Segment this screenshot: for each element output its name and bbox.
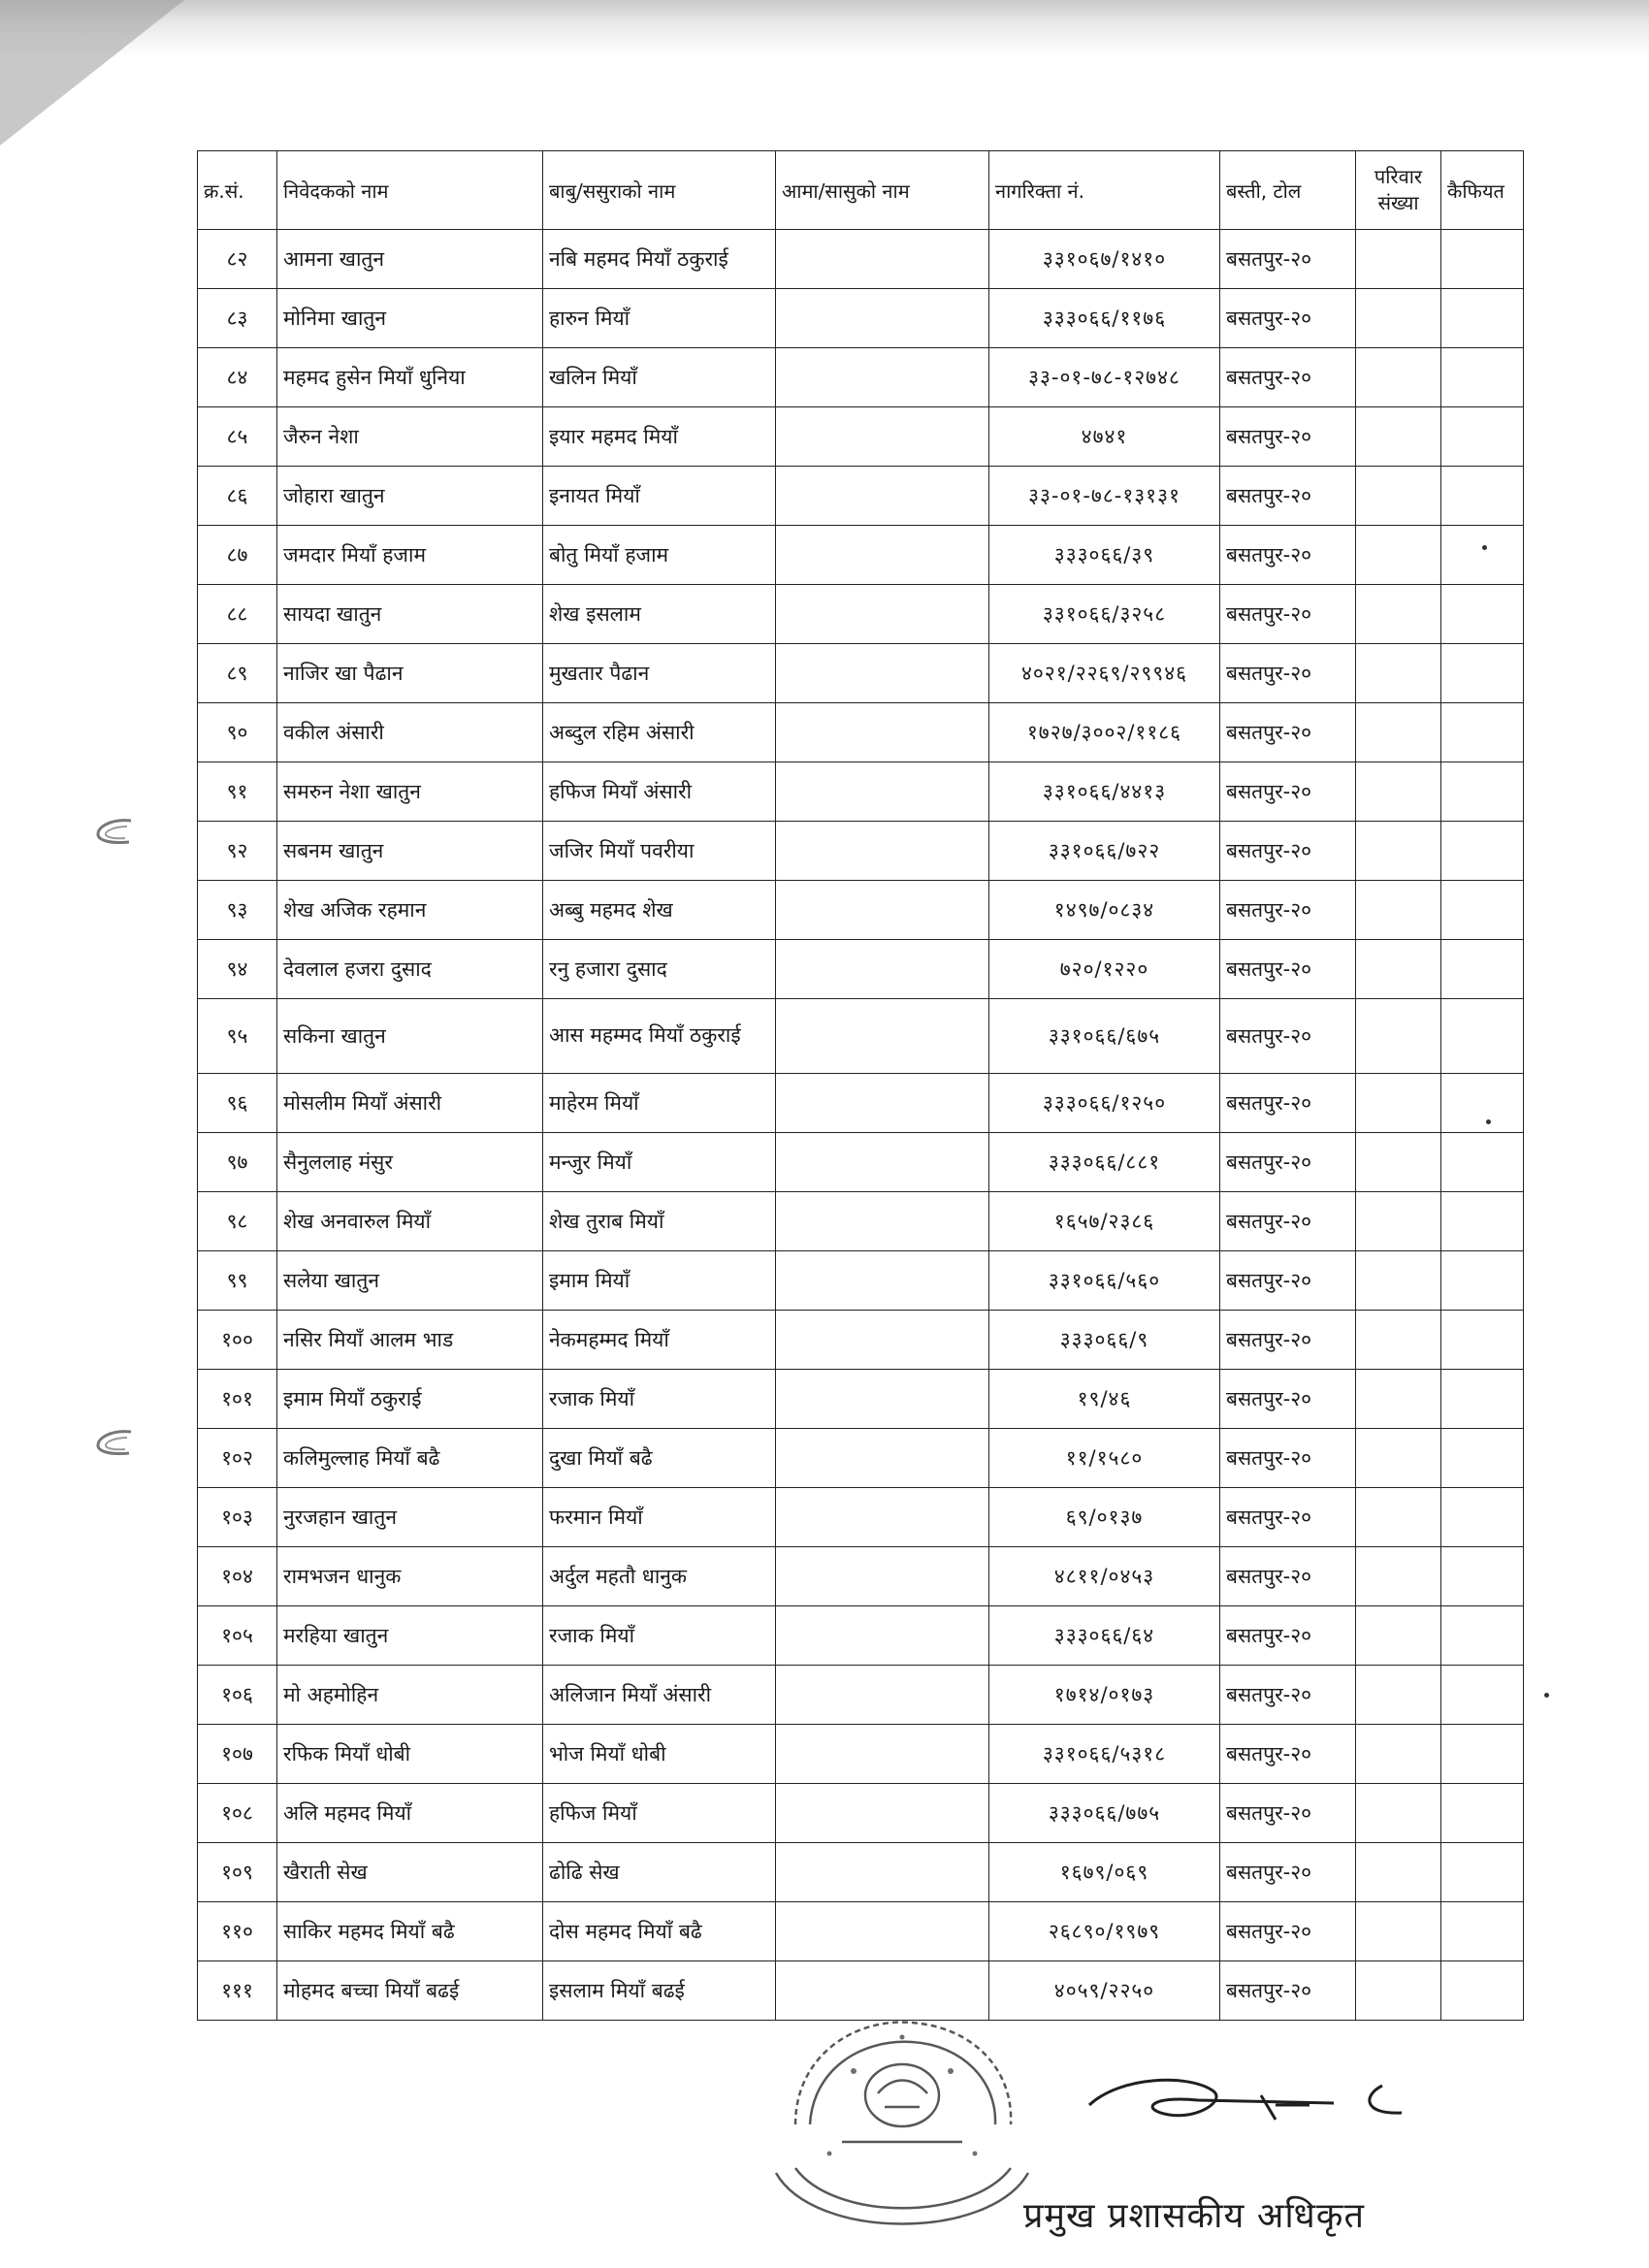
row-citizenship-no: ३३१०६६/६७५ xyxy=(989,999,1220,1074)
row-citizenship-no: ३३३०६६/७७५ xyxy=(989,1784,1220,1843)
row-serial: १०४ xyxy=(198,1547,277,1606)
table-row xyxy=(198,1311,1524,1370)
table-row xyxy=(198,1488,1524,1547)
row-remarks xyxy=(1441,1370,1524,1429)
officer-title: प्रमुख प्रशासकीय अधिकृत xyxy=(1023,2196,1365,2236)
row-citizenship-no: ३३१०६६/५६० xyxy=(989,1251,1220,1311)
row-mother-name xyxy=(776,1606,989,1666)
row-applicant-name: मोसलीम मियाँ अंसारी xyxy=(277,1074,543,1133)
row-address: बसतपुर-२० xyxy=(1220,999,1356,1074)
row-family-count xyxy=(1356,1547,1441,1606)
row-citizenship-no: ४७४१ xyxy=(989,407,1220,467)
row-father-name: जजिर मियाँ पवरीया xyxy=(543,822,776,881)
table-row xyxy=(198,407,1524,467)
row-family-count xyxy=(1356,1666,1441,1725)
row-citizenship-no: ३३१०६६/३२५८ xyxy=(989,585,1220,644)
applicant-list-table xyxy=(197,150,1524,2021)
row-citizenship-no: ३३३०६६/६४ xyxy=(989,1606,1220,1666)
row-citizenship-no: २६८९०/१९७९ xyxy=(989,1902,1220,1961)
row-remarks xyxy=(1441,762,1524,822)
header-mother-name: आमा/सासुको नाम xyxy=(776,151,989,230)
row-remarks xyxy=(1441,1192,1524,1251)
row-serial: १०२ xyxy=(198,1429,277,1488)
scan-speck xyxy=(1482,545,1487,550)
row-mother-name xyxy=(776,1133,989,1192)
row-remarks xyxy=(1441,1666,1524,1725)
row-serial: ८७ xyxy=(198,526,277,585)
row-family-count xyxy=(1356,1133,1441,1192)
row-remarks xyxy=(1441,1429,1524,1488)
row-family-count xyxy=(1356,1961,1441,2021)
row-applicant-name: रामभजन धानुक xyxy=(277,1547,543,1606)
row-father-name: अब्बु महमद शेख xyxy=(543,881,776,940)
row-applicant-name: सलेया खातुन xyxy=(277,1251,543,1311)
row-serial: ८२ xyxy=(198,230,277,289)
row-mother-name xyxy=(776,230,989,289)
row-address: बसतपुर-२० xyxy=(1220,1961,1356,2021)
row-serial: १०३ xyxy=(198,1488,277,1547)
header-father-name: बाबु/ससुराको नाम xyxy=(543,151,776,230)
row-citizenship-no: १६७९/०६९ xyxy=(989,1843,1220,1902)
row-family-count xyxy=(1356,1784,1441,1843)
row-remarks xyxy=(1441,1843,1524,1902)
row-mother-name xyxy=(776,1902,989,1961)
row-remarks xyxy=(1441,1547,1524,1606)
row-citizenship-no: ३३१०६६/४४१३ xyxy=(989,762,1220,822)
row-father-name: रजाक मियाँ xyxy=(543,1370,776,1429)
row-mother-name xyxy=(776,822,989,881)
row-remarks xyxy=(1441,1251,1524,1311)
row-address: बसतपुर-२० xyxy=(1220,467,1356,526)
row-serial: १०५ xyxy=(198,1606,277,1666)
row-mother-name xyxy=(776,526,989,585)
row-applicant-name: महमद हुसेन मियाँ धुनिया xyxy=(277,348,543,407)
table-row xyxy=(198,1784,1524,1843)
row-address: बसतपुर-२० xyxy=(1220,703,1356,762)
row-father-name: नबि महमद मियाँ ठकुराई xyxy=(543,230,776,289)
row-father-name: दोस महमद मियाँ बढै xyxy=(543,1902,776,1961)
row-applicant-name: साकिर महमद मियाँ बढै xyxy=(277,1902,543,1961)
row-applicant-name: नुरजहान खातुन xyxy=(277,1488,543,1547)
row-applicant-name: वकील अंसारी xyxy=(277,703,543,762)
row-serial: १०७ xyxy=(198,1725,277,1784)
row-remarks xyxy=(1441,1961,1524,2021)
row-applicant-name: शेख अजिक रहमान xyxy=(277,881,543,940)
row-remarks xyxy=(1441,1902,1524,1961)
row-citizenship-no: ३३-०१-७८-१३१३१ xyxy=(989,467,1220,526)
row-serial: ९६ xyxy=(198,1074,277,1133)
table-row xyxy=(198,999,1524,1074)
row-serial: ११० xyxy=(198,1902,277,1961)
row-remarks xyxy=(1441,644,1524,703)
row-family-count xyxy=(1356,999,1441,1074)
row-citizenship-no: ३३१०६६/५३१८ xyxy=(989,1725,1220,1784)
scan-speck xyxy=(1544,1693,1549,1698)
row-citizenship-no: १७२७/३००२/११८६ xyxy=(989,703,1220,762)
row-serial: ९३ xyxy=(198,881,277,940)
table-row xyxy=(198,585,1524,644)
officer-signature xyxy=(1082,2066,1431,2134)
row-remarks xyxy=(1441,348,1524,407)
row-citizenship-no: ४८११/०४५३ xyxy=(989,1547,1220,1606)
row-father-name: हफिज मियाँ अंसारी xyxy=(543,762,776,822)
row-serial: १०० xyxy=(198,1311,277,1370)
row-family-count xyxy=(1356,881,1441,940)
scan-speck xyxy=(1486,1119,1491,1124)
row-remarks xyxy=(1441,822,1524,881)
row-remarks xyxy=(1441,1311,1524,1370)
row-father-name: इनायत मियाँ xyxy=(543,467,776,526)
row-serial: १०९ xyxy=(198,1843,277,1902)
row-father-name: रनु हजारा दुसाद xyxy=(543,940,776,999)
row-remarks xyxy=(1441,585,1524,644)
row-mother-name xyxy=(776,644,989,703)
header-remarks: कैफियत xyxy=(1441,151,1524,230)
row-family-count xyxy=(1356,1843,1441,1902)
row-remarks xyxy=(1441,999,1524,1074)
row-citizenship-no: १७१४/०१७३ xyxy=(989,1666,1220,1725)
row-mother-name xyxy=(776,585,989,644)
table-row xyxy=(198,1606,1524,1666)
row-father-name: इमाम मियाँ xyxy=(543,1251,776,1311)
row-citizenship-no: ७२०/१२२० xyxy=(989,940,1220,999)
row-address: बसतपुर-२० xyxy=(1220,1902,1356,1961)
row-family-count xyxy=(1356,230,1441,289)
row-family-count xyxy=(1356,822,1441,881)
row-mother-name xyxy=(776,467,989,526)
row-serial: ८८ xyxy=(198,585,277,644)
row-family-count xyxy=(1356,1251,1441,1311)
row-citizenship-no: ४०२१/२२६९/२९९४६ xyxy=(989,644,1220,703)
row-father-name: मुखतार पैढान xyxy=(543,644,776,703)
table-row xyxy=(198,526,1524,585)
punch-hole-mark xyxy=(92,1428,135,1457)
table-row xyxy=(198,1133,1524,1192)
row-mother-name xyxy=(776,881,989,940)
row-mother-name xyxy=(776,999,989,1074)
row-mother-name xyxy=(776,1784,989,1843)
row-citizenship-no: ३३३०६६/११७६ xyxy=(989,289,1220,348)
row-mother-name xyxy=(776,1311,989,1370)
row-address: बसतपुर-२० xyxy=(1220,1133,1356,1192)
row-mother-name xyxy=(776,1251,989,1311)
row-father-name: अलिजान मियाँ अंसारी xyxy=(543,1666,776,1725)
row-family-count xyxy=(1356,585,1441,644)
row-serial: ९० xyxy=(198,703,277,762)
table-row xyxy=(198,289,1524,348)
row-citizenship-no: १९/४६ xyxy=(989,1370,1220,1429)
row-applicant-name: समरुन नेशा खातुन xyxy=(277,762,543,822)
row-family-count xyxy=(1356,940,1441,999)
table-row xyxy=(198,1074,1524,1133)
row-applicant-name: मोहमद बच्चा मियाँ बढई xyxy=(277,1961,543,2021)
row-address: बसतपुर-२० xyxy=(1220,289,1356,348)
table-row xyxy=(198,1251,1524,1311)
row-family-count xyxy=(1356,467,1441,526)
table-row xyxy=(198,467,1524,526)
row-address: बसतपुर-२० xyxy=(1220,407,1356,467)
row-mother-name xyxy=(776,762,989,822)
row-family-count xyxy=(1356,1902,1441,1961)
row-father-name: बोतु मियाँ हजाम xyxy=(543,526,776,585)
row-applicant-name: सैनुललाह मंसुर xyxy=(277,1133,543,1192)
table-row xyxy=(198,1902,1524,1961)
row-address: बसतपुर-२० xyxy=(1220,1547,1356,1606)
row-family-count xyxy=(1356,644,1441,703)
table-row xyxy=(198,1725,1524,1784)
row-family-count xyxy=(1356,407,1441,467)
row-mother-name xyxy=(776,1843,989,1902)
row-applicant-name: सकिना खातुन xyxy=(277,999,543,1074)
row-serial: ८५ xyxy=(198,407,277,467)
row-family-count xyxy=(1356,1488,1441,1547)
row-father-name: शेख इसलाम xyxy=(543,585,776,644)
table-row xyxy=(198,1843,1524,1902)
row-citizenship-no: ३३३०६६/९ xyxy=(989,1311,1220,1370)
row-citizenship-no: ३३-०१-७८-१२७४८ xyxy=(989,348,1220,407)
row-applicant-name: मरहिया खातुन xyxy=(277,1606,543,1666)
row-address: बसतपुर-२० xyxy=(1220,230,1356,289)
row-address: बसतपुर-२० xyxy=(1220,1311,1356,1370)
table-header-row xyxy=(198,151,1524,230)
row-mother-name xyxy=(776,1725,989,1784)
row-father-name: इसलाम मियाँ बढई xyxy=(543,1961,776,2021)
row-applicant-name: मो अहमोहिन xyxy=(277,1666,543,1725)
row-remarks xyxy=(1441,881,1524,940)
header-serial: क्र.सं. xyxy=(198,151,277,230)
row-applicant-name: सबनम खातुन xyxy=(277,822,543,881)
row-address: बसतपुर-२० xyxy=(1220,762,1356,822)
row-serial: ९९ xyxy=(198,1251,277,1311)
table-row xyxy=(198,703,1524,762)
row-citizenship-no: ११/१५८० xyxy=(989,1429,1220,1488)
row-citizenship-no: ३३१०६७/१४१० xyxy=(989,230,1220,289)
row-address: बसतपुर-२० xyxy=(1220,1251,1356,1311)
row-address: बसतपुर-२० xyxy=(1220,881,1356,940)
header-family-count: परिवार संख्या xyxy=(1356,151,1441,230)
row-mother-name xyxy=(776,1370,989,1429)
row-mother-name xyxy=(776,407,989,467)
row-remarks xyxy=(1441,1074,1524,1133)
row-family-count xyxy=(1356,703,1441,762)
table-row xyxy=(198,1192,1524,1251)
row-mother-name xyxy=(776,703,989,762)
row-applicant-name: अलि महमद मियाँ xyxy=(277,1784,543,1843)
row-citizenship-no: ६९/०१३७ xyxy=(989,1488,1220,1547)
folded-corner xyxy=(0,0,184,146)
row-father-name: ढोढि सेख xyxy=(543,1843,776,1902)
row-applicant-name: जोहारा खातुन xyxy=(277,467,543,526)
row-applicant-name: सायदा खातुन xyxy=(277,585,543,644)
row-family-count xyxy=(1356,1725,1441,1784)
row-family-count xyxy=(1356,1192,1441,1251)
row-remarks xyxy=(1441,1488,1524,1547)
table-row xyxy=(198,822,1524,881)
row-family-count xyxy=(1356,526,1441,585)
row-father-name: शेख तुराब मियाँ xyxy=(543,1192,776,1251)
header-address: बस्ती, टोल xyxy=(1220,151,1356,230)
row-applicant-name: मोनिमा खातुन xyxy=(277,289,543,348)
table-row xyxy=(198,1429,1524,1488)
row-serial: ९७ xyxy=(198,1133,277,1192)
row-applicant-name: खैराती सेख xyxy=(277,1843,543,1902)
row-address: बसतपुर-२० xyxy=(1220,822,1356,881)
row-father-name: अर्दुल महतौ धानुक xyxy=(543,1547,776,1606)
row-serial: १०१ xyxy=(198,1370,277,1429)
row-family-count xyxy=(1356,1370,1441,1429)
row-address: बसतपुर-२० xyxy=(1220,940,1356,999)
table-row xyxy=(198,230,1524,289)
row-mother-name xyxy=(776,1192,989,1251)
row-applicant-name: इमाम मियाँ ठकुराई xyxy=(277,1370,543,1429)
row-family-count xyxy=(1356,1606,1441,1666)
row-father-name: इयार महमद मियाँ xyxy=(543,407,776,467)
row-serial: ८३ xyxy=(198,289,277,348)
table-row xyxy=(198,940,1524,999)
row-address: बसतपुर-२० xyxy=(1220,1666,1356,1725)
row-father-name: अब्दुल रहिम अंसारी xyxy=(543,703,776,762)
row-father-name: माहेरम मियाँ xyxy=(543,1074,776,1133)
row-family-count xyxy=(1356,1311,1441,1370)
row-applicant-name: नसिर मियाँ आलम भाड xyxy=(277,1311,543,1370)
row-family-count xyxy=(1356,1074,1441,1133)
row-remarks xyxy=(1441,526,1524,585)
row-serial: १०६ xyxy=(198,1666,277,1725)
header-citizenship-no: नागरिक्ता नं. xyxy=(989,151,1220,230)
row-father-name: भोज मियाँ धोबी xyxy=(543,1725,776,1784)
row-father-name: फरमान मियाँ xyxy=(543,1488,776,1547)
row-father-name: रजाक मियाँ xyxy=(543,1606,776,1666)
row-address: बसतपुर-२० xyxy=(1220,348,1356,407)
punch-hole-mark xyxy=(92,817,135,846)
row-citizenship-no: ३३३०६६/८८१ xyxy=(989,1133,1220,1192)
office-seal-stamp xyxy=(757,1979,1048,2260)
row-father-name: नेकमहम्मद मियाँ xyxy=(543,1311,776,1370)
row-citizenship-no: १४९७/०८३४ xyxy=(989,881,1220,940)
row-family-count xyxy=(1356,348,1441,407)
row-father-name: हफिज मियाँ xyxy=(543,1784,776,1843)
scan-edge-shadow xyxy=(0,0,1649,58)
row-citizenship-no: ३३१०६६/७२२ xyxy=(989,822,1220,881)
row-applicant-name: जैरुन नेशा xyxy=(277,407,543,467)
row-remarks xyxy=(1441,940,1524,999)
row-applicant-name: नाजिर खा पैढान xyxy=(277,644,543,703)
row-father-name: हारुन मियाँ xyxy=(543,289,776,348)
row-remarks xyxy=(1441,289,1524,348)
row-mother-name xyxy=(776,940,989,999)
row-address: बसतपुर-२० xyxy=(1220,1192,1356,1251)
row-serial: ८९ xyxy=(198,644,277,703)
row-address: बसतपुर-२० xyxy=(1220,644,1356,703)
row-address: बसतपुर-२० xyxy=(1220,1429,1356,1488)
row-applicant-name: जमदार मियाँ हजाम xyxy=(277,526,543,585)
row-address: बसतपुर-२० xyxy=(1220,1074,1356,1133)
row-applicant-name: कलिमुल्लाह मियाँ बढै xyxy=(277,1429,543,1488)
row-applicant-name: देवलाल हजरा दुसाद xyxy=(277,940,543,999)
row-serial: ९१ xyxy=(198,762,277,822)
row-mother-name xyxy=(776,348,989,407)
row-applicant-name: शेख अनवारुल मियाँ xyxy=(277,1192,543,1251)
row-remarks xyxy=(1441,1606,1524,1666)
row-remarks xyxy=(1441,407,1524,467)
row-address: बसतपुर-२० xyxy=(1220,526,1356,585)
row-citizenship-no: १६५७/२३८६ xyxy=(989,1192,1220,1251)
row-address: बसतपुर-२० xyxy=(1220,585,1356,644)
row-remarks xyxy=(1441,703,1524,762)
row-remarks xyxy=(1441,1784,1524,1843)
table-row xyxy=(198,644,1524,703)
row-father-name: मन्जुर मियाँ xyxy=(543,1133,776,1192)
table-row xyxy=(198,1547,1524,1606)
row-remarks xyxy=(1441,230,1524,289)
row-family-count xyxy=(1356,762,1441,822)
row-mother-name xyxy=(776,1488,989,1547)
row-citizenship-no: ३३३०६६/१२५० xyxy=(989,1074,1220,1133)
table-row xyxy=(198,762,1524,822)
row-applicant-name: आमना खातुन xyxy=(277,230,543,289)
row-mother-name xyxy=(776,1429,989,1488)
row-serial: १०८ xyxy=(198,1784,277,1843)
header-applicant-name: निवेदकको नाम xyxy=(277,151,543,230)
row-address: बसतपुर-२० xyxy=(1220,1843,1356,1902)
row-serial: ८४ xyxy=(198,348,277,407)
row-citizenship-no: ४०५९/२२५० xyxy=(989,1961,1220,2021)
row-citizenship-no: ३३३०६६/३९ xyxy=(989,526,1220,585)
row-serial: ८६ xyxy=(198,467,277,526)
row-address: बसतपुर-२० xyxy=(1220,1784,1356,1843)
row-family-count xyxy=(1356,289,1441,348)
row-mother-name xyxy=(776,1074,989,1133)
row-address: बसतपुर-२० xyxy=(1220,1370,1356,1429)
row-address: बसतपुर-२० xyxy=(1220,1606,1356,1666)
row-father-name: आस महम्मद मियाँ ठकुराई xyxy=(543,999,776,1074)
row-remarks xyxy=(1441,467,1524,526)
row-mother-name xyxy=(776,289,989,348)
row-serial: ९२ xyxy=(198,822,277,881)
row-family-count xyxy=(1356,1429,1441,1488)
row-serial: ९५ xyxy=(198,999,277,1074)
row-remarks xyxy=(1441,1133,1524,1192)
row-applicant-name: रफिक मियाँ धोबी xyxy=(277,1725,543,1784)
table-row xyxy=(198,881,1524,940)
table-row xyxy=(198,1370,1524,1429)
row-father-name: खलिन मियाँ xyxy=(543,348,776,407)
row-serial: ९४ xyxy=(198,940,277,999)
row-address: बसतपुर-२० xyxy=(1220,1488,1356,1547)
row-remarks xyxy=(1441,1725,1524,1784)
row-address: बसतपुर-२० xyxy=(1220,1725,1356,1784)
row-serial: ९८ xyxy=(198,1192,277,1251)
table-row xyxy=(198,348,1524,407)
row-serial: १११ xyxy=(198,1961,277,2021)
table-row xyxy=(198,1666,1524,1725)
row-father-name: दुखा मियाँ बढै xyxy=(543,1429,776,1488)
row-mother-name xyxy=(776,1666,989,1725)
row-mother-name xyxy=(776,1547,989,1606)
